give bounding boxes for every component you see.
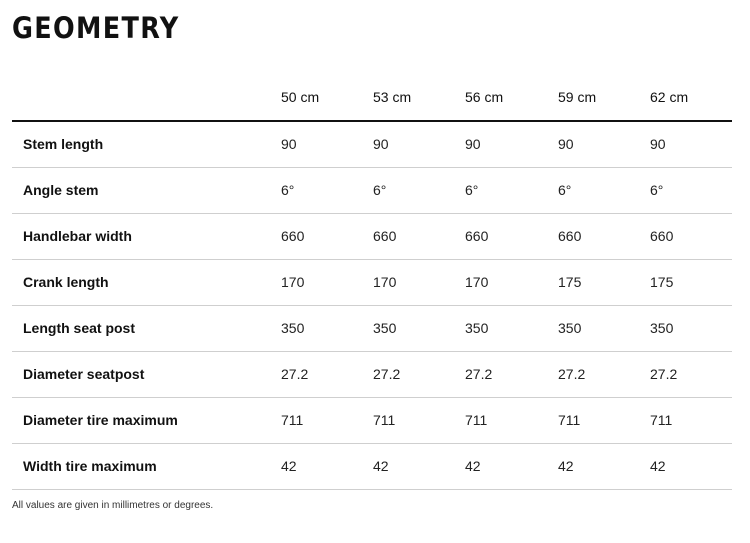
row-label: Length seat post — [23, 320, 136, 336]
table-cell: 90 — [465, 136, 481, 152]
table-cell: 6° — [558, 182, 572, 198]
table-cell: 90 — [650, 136, 666, 152]
table-cell: 6° — [281, 182, 295, 198]
table-cell: 6° — [373, 182, 387, 198]
table-cell: 711 — [465, 412, 488, 428]
table-cell: 350 — [373, 320, 397, 336]
table-cell: 27.2 — [281, 366, 309, 382]
column-header-59cm: 59 cm — [558, 89, 597, 105]
table-cell: 27.2 — [650, 366, 678, 382]
table-row — [12, 352, 732, 398]
table-row — [12, 260, 732, 306]
table-header — [12, 75, 732, 122]
table-cell: 27.2 — [465, 366, 493, 382]
table-cell: 42 — [281, 458, 297, 474]
table-cell: 90 — [558, 136, 574, 152]
table-row — [12, 306, 732, 352]
page-title: GEOMETRY — [12, 11, 180, 45]
table-cell: 6° — [465, 182, 479, 198]
row-label: Crank length — [23, 274, 109, 290]
row-label: Diameter tire maximum — [23, 412, 178, 428]
geometry-table — [12, 75, 732, 490]
row-label: Handlebar width — [23, 228, 132, 244]
table-cell: 170 — [373, 274, 397, 290]
table-cell: 42 — [465, 458, 481, 474]
table-cell: 175 — [558, 274, 582, 290]
table-cell: 90 — [373, 136, 389, 152]
table-cell: 350 — [465, 320, 489, 336]
table-cell: 6° — [650, 182, 664, 198]
table-cell: 90 — [281, 136, 297, 152]
table-cell: 42 — [558, 458, 574, 474]
column-header-56cm: 56 cm — [465, 89, 504, 105]
column-header-53cm: 53 cm — [373, 89, 412, 105]
table-cell: 175 — [650, 274, 674, 290]
table-cell: 350 — [650, 320, 674, 336]
column-header-62cm: 62 cm — [650, 89, 689, 105]
table-row — [12, 398, 732, 444]
table-cell: 660 — [650, 228, 674, 244]
table-row — [12, 444, 732, 490]
column-header-50cm: 50 cm — [281, 89, 320, 105]
table-cell: 42 — [650, 458, 666, 474]
table-cell: 660 — [558, 228, 582, 244]
table-cell: 711 — [373, 412, 396, 428]
table-cell: 660 — [373, 228, 397, 244]
table-cell: 711 — [650, 412, 673, 428]
row-label: Angle stem — [23, 182, 99, 198]
table-cell: 350 — [558, 320, 582, 336]
table-cell: 711 — [558, 412, 581, 428]
row-label: Stem length — [23, 136, 104, 152]
table-row — [12, 168, 732, 214]
table-cell: 660 — [465, 228, 489, 244]
table-cell: 711 — [281, 412, 304, 428]
table-cell: 170 — [465, 274, 489, 290]
footnote: All values are given in millimetres or degrees. — [12, 500, 214, 511]
row-label: Width tire maximum — [23, 458, 157, 474]
table-row — [12, 122, 732, 168]
table-cell: 27.2 — [558, 366, 586, 382]
row-label: Diameter seatpost — [23, 366, 145, 382]
table-cell: 170 — [281, 274, 305, 290]
table-cell: 660 — [281, 228, 305, 244]
table-cell: 350 — [281, 320, 305, 336]
table-cell: 42 — [373, 458, 389, 474]
table-cell: 27.2 — [373, 366, 401, 382]
table-row — [12, 214, 732, 260]
